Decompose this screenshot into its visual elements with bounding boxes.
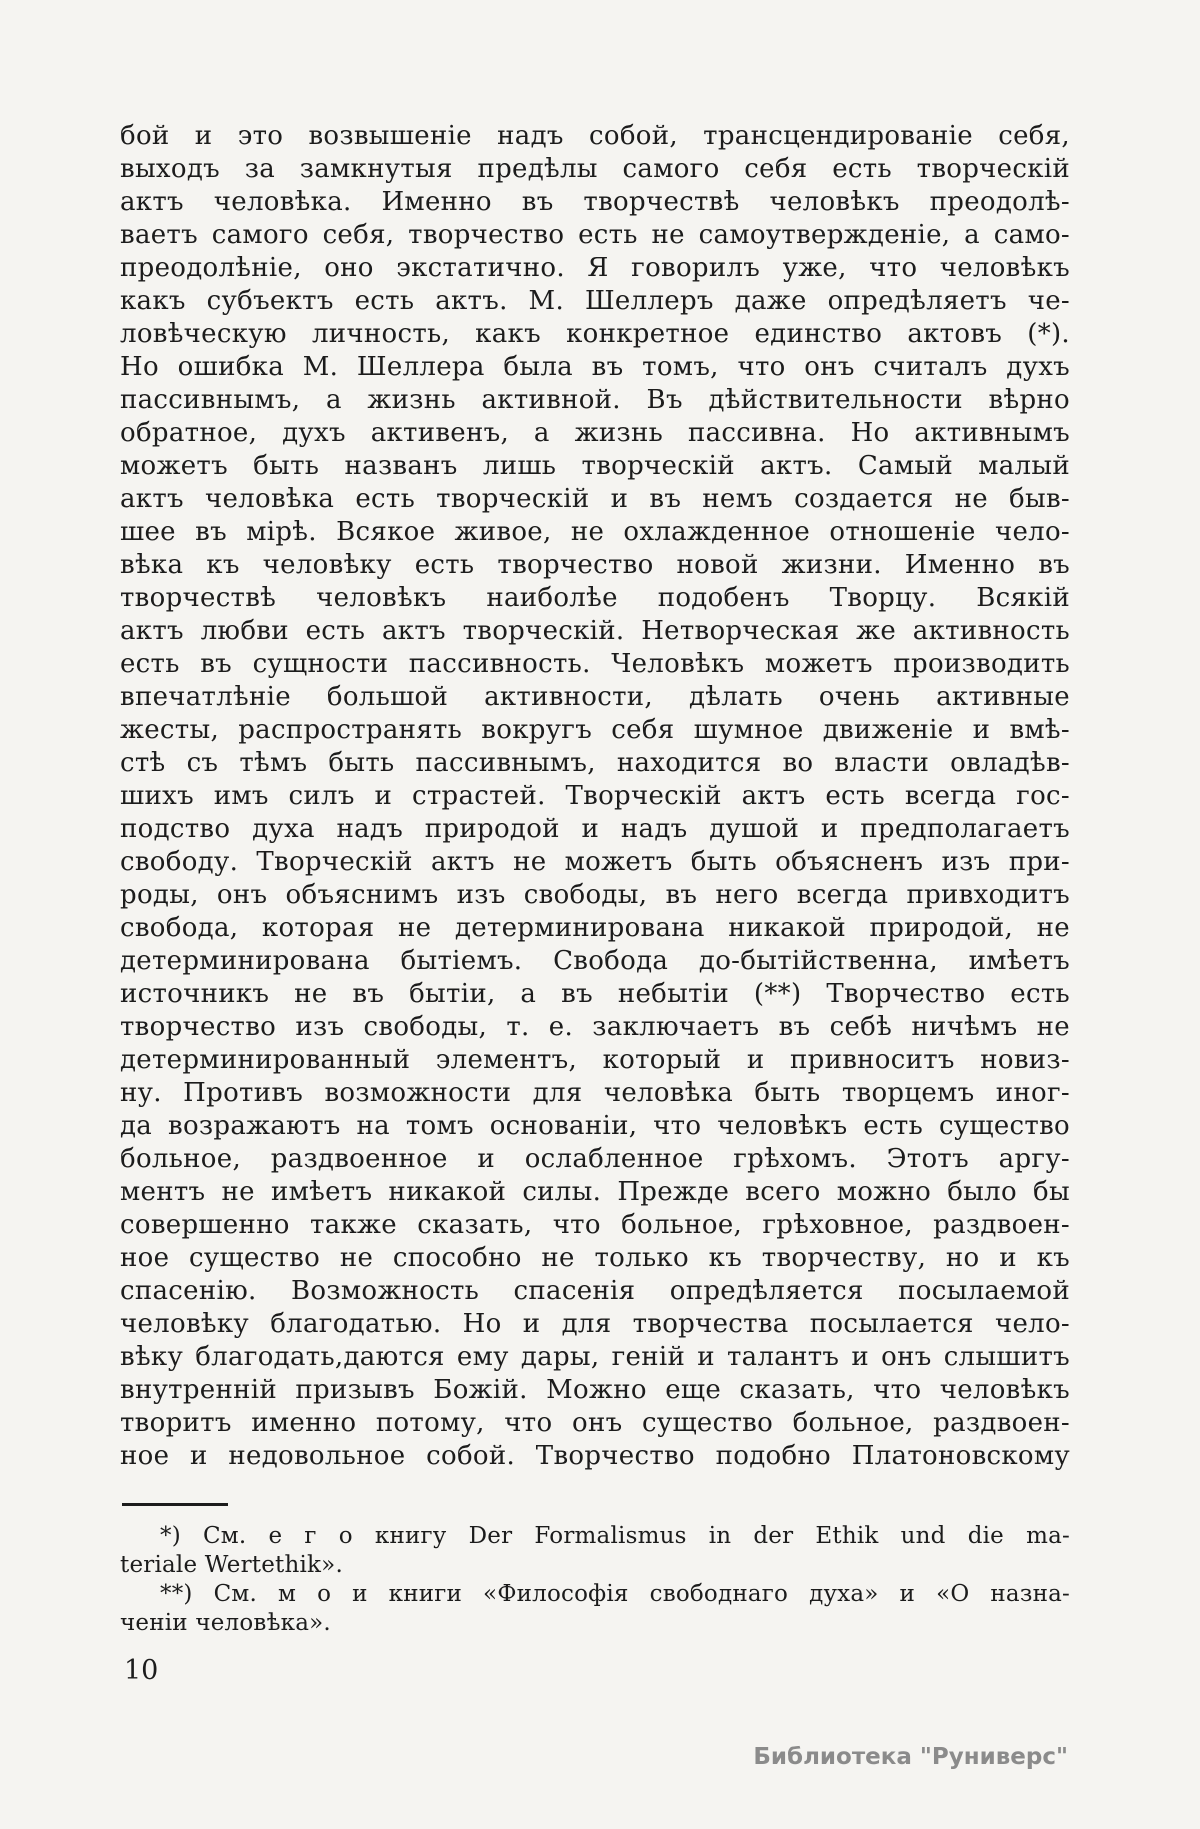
- text-line: спасенію. Возможность спасенія опредѣляется посылаемой: [120, 1276, 1070, 1306]
- text-line: выходъ за замкнутыя предѣлы самого себя есть творческій: [120, 154, 1070, 184]
- text-line: ное и недовольное собой. Творчество подобно Платоновскому: [120, 1441, 1070, 1471]
- text-line: роды, онъ объяснимъ изъ свободы, въ него всегда привходитъ: [120, 880, 1070, 910]
- page-number: 10: [124, 1655, 159, 1686]
- text-line: актъ любви есть актъ творческій. Нетворческая же активность: [120, 616, 1070, 646]
- text-line: ваетъ самого себя, творчество есть не самоутвержденіе, а само-: [120, 220, 1070, 250]
- text-line: детерминированный элементъ, который и привноситъ новиз-: [120, 1045, 1070, 1075]
- footnote-separator: [122, 1503, 228, 1506]
- footnotes-block: [120, 1522, 1070, 1638]
- footnote-line: *) См. е г о книгу Der Formalismus in der Ethik und die ma-: [160, 1523, 1070, 1549]
- text-line: ное существо не способно не только къ творчеству, но и къ: [120, 1243, 1070, 1273]
- footnote-line: ченіи человѣка».: [120, 1610, 331, 1636]
- text-line: творчество изъ свободы, т. е. заключаетъ въ себѣ ничѣмъ не: [120, 1012, 1070, 1042]
- text-line: Но ошибка М. Шеллера была въ томъ, что онъ считалъ духъ: [120, 352, 1070, 382]
- text-line: можетъ быть названъ лишь творческій актъ. Самый малый: [120, 451, 1070, 481]
- text-line: пассивнымъ, а жизнь активной. Въ дѣйствительности вѣрно: [120, 385, 1070, 415]
- text-line: ну. Противъ возможности для человѣка быть творцемъ иног-: [120, 1078, 1070, 1108]
- text-line: шихъ имъ силъ и страстей. Творческій актъ есть всегда гос-: [120, 781, 1070, 811]
- library-watermark: Библиотека "Руниверс": [753, 1744, 1068, 1770]
- text-line: внутренній призывъ Божій. Можно еще сказать, что человѣкъ: [120, 1375, 1070, 1405]
- text-line: подство духа надъ природой и надъ душой и предполагаетъ: [120, 814, 1070, 844]
- footnote-line: teriale Wertethik».: [120, 1552, 343, 1578]
- text-line: преодолѣніе, оно экстатично. Я говорилъ уже, что человѣкъ: [120, 253, 1070, 283]
- text-line: обратное, духъ активенъ, а жизнь пассивна. Но активнымъ: [120, 418, 1070, 448]
- footnote-line: **) См. м о и книги «Философія свободнаго духа» и «О назна-: [160, 1581, 1070, 1607]
- text-line: какъ субъектъ есть актъ. М. Шеллеръ даже опредѣляетъ че-: [120, 286, 1070, 316]
- text-line: стѣ съ тѣмъ быть пассивнымъ, находится во власти овладѣв-: [120, 748, 1070, 778]
- text-line: бой и это возвышеніе надъ собой, трансцендированіе себя,: [120, 121, 1070, 151]
- text-line: есть въ сущности пассивность. Человѣкъ можетъ производить: [120, 649, 1070, 679]
- text-line: источникъ не въ бытіи, а въ небытіи (**) Творчество есть: [120, 979, 1070, 1009]
- text-line: жесты, распространять вокругъ себя шумное движеніе и вмѣ-: [120, 715, 1070, 745]
- text-line: вѣку благодать,даются ему дары, геній и талантъ и онъ слышитъ: [120, 1342, 1070, 1372]
- text-line: ловѣческую личность, какъ конкретное единство актовъ (*).: [120, 319, 1070, 349]
- text-line: актъ человѣка есть творческій и въ немъ создается не быв-: [120, 484, 1070, 514]
- main-text-block: [120, 120, 1070, 1473]
- text-line: свободу. Творческій актъ не можетъ быть объясненъ изъ при-: [120, 847, 1070, 877]
- text-line: совершенно также сказать, что больное, грѣховное, раздвоен-: [120, 1210, 1070, 1240]
- text-line: свобода, которая не детерминирована никакой природой, не: [120, 913, 1070, 943]
- text-line: актъ человѣка. Именно въ творчествѣ человѣкъ преодолѣ-: [120, 187, 1070, 217]
- text-line: больное, раздвоенное и ослабленное грѣхомъ. Этотъ аргу-: [120, 1144, 1070, 1174]
- text-line: творитъ именно потому, что онъ существо больное, раздвоен-: [120, 1408, 1070, 1438]
- text-line: творчествѣ человѣкъ наиболѣе подобенъ Творцу. Всякій: [120, 583, 1070, 613]
- text-line: человѣку благодатью. Но и для творчества посылается чело-: [120, 1309, 1070, 1339]
- text-line: вѣка къ человѣку есть творчество новой жизни. Именно въ: [120, 550, 1070, 580]
- text-line: впечатлѣніе большой активности, дѣлать очень активные: [120, 682, 1070, 712]
- text-line: шее въ мірѣ. Всякое живое, не охлажденное отношеніе чело-: [120, 517, 1070, 547]
- text-line: да возражаютъ на томъ основаніи, что человѣкъ есть существо: [120, 1111, 1070, 1141]
- text-line: ментъ не имѣетъ никакой силы. Прежде всего можно было бы: [120, 1177, 1070, 1207]
- text-line: детерминирована бытіемъ. Свобода до-бытійственна, имѣетъ: [120, 946, 1070, 976]
